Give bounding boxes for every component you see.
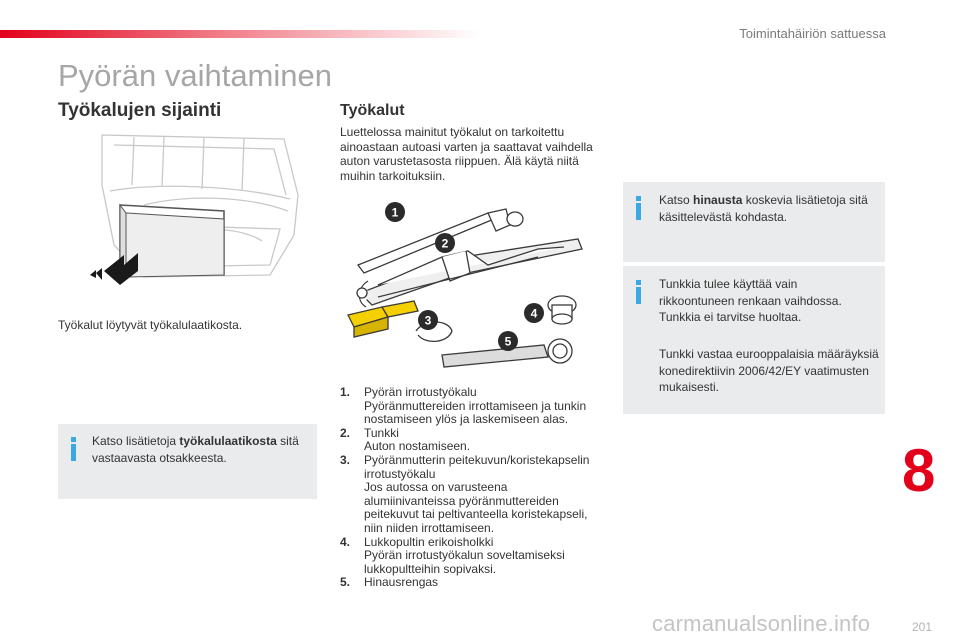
svg-text:5: 5 bbox=[504, 334, 512, 349]
location-info-text: Katso lisätietoja työkalulaatikosta sitä vastaavasta otsakkeesta. bbox=[92, 434, 299, 465]
location-caption: Työkalut löytyvät työkalulaatikosta. bbox=[58, 318, 243, 332]
tools-intro: Luettelossa mainitut työkalut on tarkoitettu ainoastaan autoasi varten ja saattavat vaihdella auton varustetasosta riippuen. Älä käytä niitä muihin tarkoituksiin. bbox=[340, 125, 593, 183]
svg-text:3: 3 bbox=[424, 313, 432, 328]
svg-text:4: 4 bbox=[530, 306, 538, 321]
page-number: 201 bbox=[912, 620, 933, 634]
arrow-icon bbox=[104, 253, 138, 285]
svg-text:1: 1 bbox=[391, 205, 399, 220]
list-item: 5. Hinausrengas bbox=[340, 575, 439, 590]
jack-info-box bbox=[623, 266, 885, 414]
tools-list bbox=[340, 386, 610, 590]
list-item: 2. Tunkki Auton nostamiseen. bbox=[340, 425, 471, 454]
location-heading: Työkalujen sijainti bbox=[58, 100, 222, 121]
towing-info-text: Katso hinausta koskevia lisätietoja sitä käsittelevästä kohdasta. bbox=[659, 193, 868, 224]
list-item: 3. Pyöränmutterin peitekuvun/koristekapselin irrotustyökalu Jos autossa on varusteena alumiinivanteissa pyöränmuttereiden peitekuvut tai peltivanteella koristekapseli, niin niiden irrottamiseen. bbox=[340, 452, 590, 535]
jack-info-text-2: Tunkki vastaa eurooppalaisia määräyksiä konedirektiivin 2006/42/EY vaatimusten mukaisesti. bbox=[659, 347, 879, 394]
list-item: 4. Lukkopultin erikoisholkki Pyörän irrotustyökalun soveltamiseksi lukkopultteihin sopivaksi. bbox=[340, 534, 565, 576]
list-item: 1. Pyörän irrotustyökalu Pyöränmuttereiden irrottamiseen ja tunkin nostamiseen ylös ja laskemiseen alas. bbox=[340, 385, 587, 427]
svg-text:2: 2 bbox=[441, 236, 449, 251]
tools-illustration bbox=[338, 195, 590, 380]
chapter-number: 8 bbox=[902, 437, 936, 504]
section-title: Toimintahäiriön sattuessa bbox=[739, 26, 886, 41]
callout-1 bbox=[385, 202, 405, 222]
callout-3 bbox=[418, 310, 438, 330]
header-accent-bar bbox=[0, 30, 480, 38]
callout-4 bbox=[524, 303, 544, 323]
towing-info-box bbox=[623, 182, 885, 262]
page-title: Pyörän vaihtaminen bbox=[58, 58, 332, 93]
callout-2 bbox=[435, 233, 455, 253]
jack-info-text-1: Tunkkia tulee käyttää vain rikkoontuneen renkaan vaihdossa. Tunkkia ei tarvitse huoltaa. bbox=[659, 277, 842, 324]
seat-toolbox-illustration bbox=[74, 125, 314, 285]
watermark: carmanualsonline.info bbox=[652, 611, 871, 636]
location-info-box bbox=[58, 424, 317, 499]
tools-heading: Työkalut bbox=[340, 102, 405, 119]
callout-5 bbox=[498, 331, 518, 351]
